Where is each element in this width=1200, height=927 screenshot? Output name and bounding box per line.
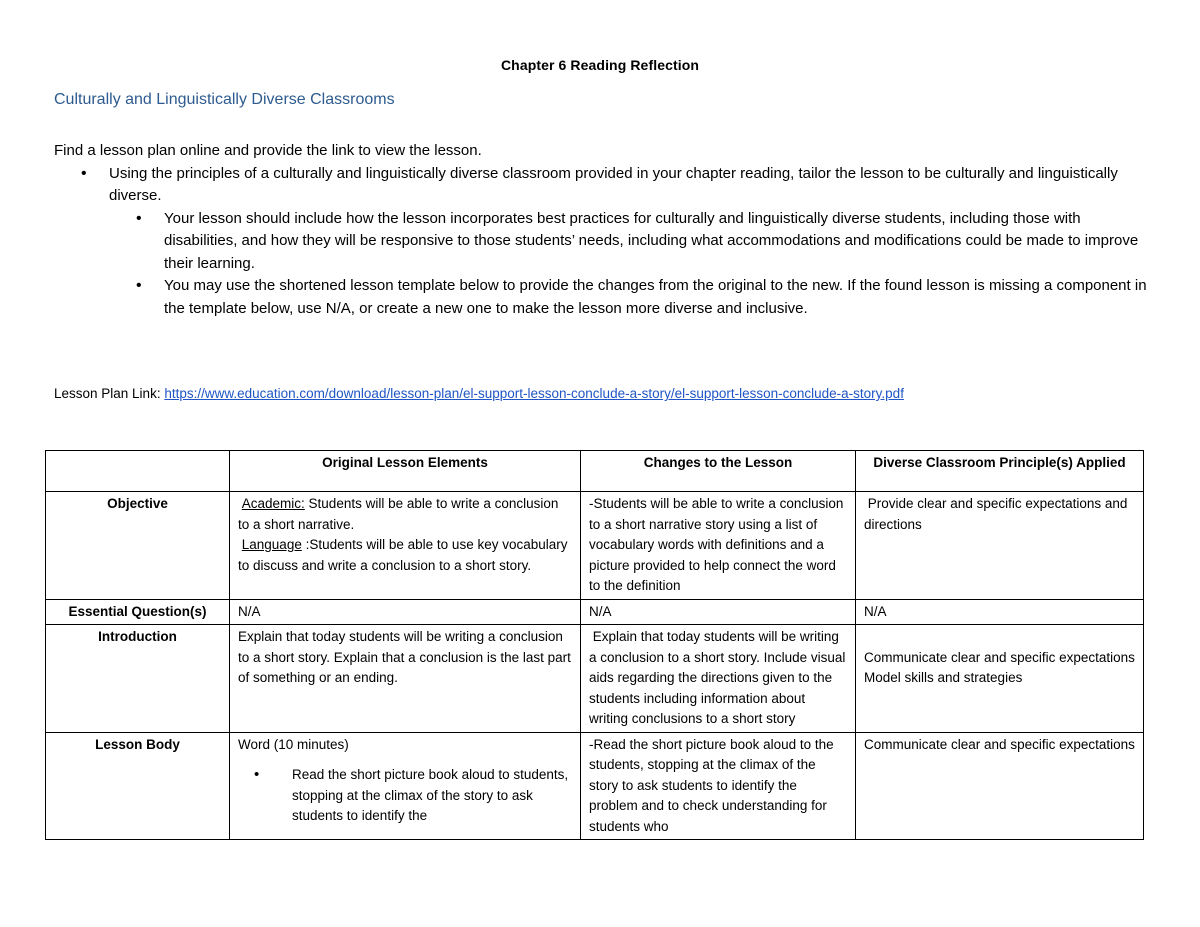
- original-cell: N/A: [230, 599, 581, 625]
- lesson-plan-link-line: [54, 386, 904, 401]
- lesson-plan-link-label: Lesson Plan Link:: [54, 386, 165, 401]
- table-header-cell: [46, 451, 230, 492]
- row-label: Essential Question(s): [46, 599, 230, 625]
- row-label: Objective: [46, 492, 230, 600]
- language-label: Language: [241, 537, 302, 552]
- principle-cell: [856, 492, 1144, 600]
- original-cell: [230, 732, 581, 840]
- table-header-cell: Diverse Classroom Principle(s) Applied: [856, 451, 1144, 492]
- academic-label: Academic:: [241, 496, 305, 511]
- table-row-lesson-body: [46, 732, 1144, 840]
- principle-text: Model skills and strategies: [864, 670, 1023, 685]
- table-row-objective: [46, 492, 1144, 600]
- lesson-plan-link[interactable]: https://www.education.com/download/lesson-plan/el-support-lesson-conclude-a-story/el-support-lesson-conclude-a-story.pdf: [164, 386, 904, 401]
- instruction-bullet: • Using the principles of a culturally and linguistically diverse classroom provided in your chapter reading, tailor the lesson to be culturally and linguistically diverse.: [54, 163, 1154, 208]
- changes-text: Explain that today students will be writing a conclusion to a short story. Include visual aids regarding the directions given to the students including information about writing conclusions to a short story: [589, 629, 846, 726]
- lesson-plan-table: [45, 450, 1144, 840]
- principle-text: Communicate clear and specific expectations: [864, 649, 1135, 665]
- original-cell: [230, 492, 581, 600]
- instructions-list: [54, 163, 1154, 321]
- changes-cell: -Read the short picture book aloud to the students, stopping at the climax of the story to ask students to identify the problem and to check understanding for students who: [581, 732, 856, 840]
- table-header-cell: Original Lesson Elements: [230, 451, 581, 492]
- principle-cell: N/A: [856, 599, 1144, 625]
- table-row-introduction: [46, 625, 1144, 733]
- changes-cell: -Students will be able to write a conclusion to a short narrative story using a list of vocabulary words with definitions and a picture provided to help connect the word to the definition: [581, 492, 856, 600]
- academic-text: Students will be able to write a conclusion to a short narrative.: [238, 496, 559, 532]
- principle-cell: [856, 625, 1144, 733]
- document-subtitle: Culturally and Linguistically Diverse Classrooms: [54, 91, 395, 108]
- instruction-subbullet: • Your lesson should include how the lesson incorporates best practices for culturally and linguistically diverse students, including those with disabilities, and how they will be responsive to those students’ needs, including what accommodations and modifications could be made to improve their learning.: [54, 208, 1154, 276]
- table-header-row: [46, 451, 1144, 492]
- language-text: :Students will be able to use key vocabulary to discuss and write a conclusion to a short story.: [238, 537, 568, 573]
- body-heading: Word (10 minutes): [238, 736, 349, 752]
- instructions: [54, 140, 1154, 320]
- original-cell: Explain that today students will be writing a conclusion to a short story. Explain that a conclusion is the last part of something or an ending.: [230, 625, 581, 733]
- changes-cell: [581, 625, 856, 733]
- row-label: Lesson Body: [46, 732, 230, 840]
- instructions-intro: Find a lesson plan online and provide the link to view the lesson.: [54, 142, 482, 159]
- row-label: Introduction: [46, 625, 230, 733]
- principle-text: Provide clear and specific expectations and directions: [864, 496, 1128, 532]
- body-bullet: • Read the short picture book aloud to students, stopping at the climax of the story to ask students to identify the: [238, 765, 572, 827]
- table-header-cell: Changes to the Lesson: [581, 451, 856, 492]
- document-title: Chapter 6 Reading Reflection: [500, 57, 700, 73]
- changes-cell: N/A: [581, 599, 856, 625]
- instruction-subbullet: • You may use the shortened lesson template below to provide the changes from the original to the new. If the found lesson is missing a component in the template below, use N/A, or create a new one to make the lesson more diverse and inclusive.: [54, 275, 1154, 320]
- table-row-essential: [46, 599, 1144, 625]
- principle-cell: Communicate clear and specific expectations: [856, 732, 1144, 840]
